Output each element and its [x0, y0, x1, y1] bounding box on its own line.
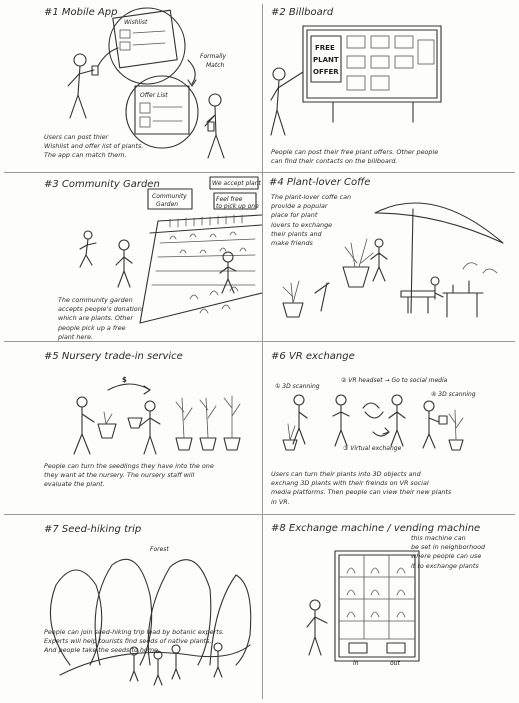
match-label-1: Formally	[200, 53, 226, 60]
sign-donation: We accept plant	[212, 180, 261, 187]
panel-title: #2 Billboard	[271, 7, 334, 18]
panel-caption: People can post their free plant offers. Other people can find their contacts on the billboard.	[271, 148, 439, 166]
panel-vr-exchange	[263, 342, 519, 514]
step4-label: ④ 3D scanning	[431, 391, 476, 398]
in-label: in	[353, 660, 359, 667]
panel-nursery-trade-in	[0, 342, 262, 514]
forest-label: Forest	[150, 546, 169, 553]
panel-caption: Users can post thier Wishlist and offer list of plants. The app can match them.	[44, 133, 144, 160]
sign-community-1: Community	[152, 193, 187, 200]
panel-billboard	[263, 0, 519, 172]
panel-caption: Users can turn their plants into 3D objects and exchang 3D plants with their freinds on VR social media platforms. Then people can view their new plants in VR.	[271, 470, 452, 506]
match-label-2: Match	[206, 62, 225, 69]
sign-community-2: Garden	[156, 201, 179, 208]
money-label: $	[122, 376, 127, 384]
panel-exchange-machine	[263, 515, 519, 703]
panel-caption: The plant-lover coffe can provide a popular place for plant lovers to exchange their plants and make friends	[271, 193, 352, 248]
coffee-shop-sketch	[263, 173, 519, 341]
panel-community-garden	[0, 173, 262, 341]
board-text-2: PLANT	[313, 56, 339, 64]
panel-caption: People can join seed-hiking trip lead by botanic experts. Experts will help tourists find seeds of native plants. And people take the seeds to home.	[44, 628, 225, 655]
board-text-1: FREE	[315, 44, 335, 52]
wishlist-label: Wishlist	[124, 19, 148, 26]
billboard-sketch	[263, 0, 519, 172]
panel-title: #5 Nursery trade-in service	[44, 351, 183, 362]
panel-title: #3 Community Garden	[44, 179, 160, 190]
panel-title: #8 Exchange machine / vending machine	[271, 523, 481, 534]
step1-label: ① 3D scanning	[275, 383, 320, 390]
step2-label: ② VR headset → Go to social media	[341, 377, 448, 384]
panel-title: #1 Mobile App	[44, 7, 118, 18]
panel-seed-hiking-trip	[0, 515, 262, 703]
offerlist-label: Offer List	[140, 92, 168, 99]
panel-title: #4 Plant-lover Coffe	[269, 177, 371, 188]
sign-pickup-1: Feel free	[216, 196, 243, 203]
panel-plant-lover-coffee	[263, 173, 519, 341]
panel-caption: this machine can be set in neighborhood where people can use it to exchange plants	[411, 534, 486, 570]
vending-machine-sketch	[263, 515, 519, 703]
step3-label: ③ Virtual exchange	[343, 445, 402, 452]
panel-caption: People can turn the seedlings they have into the one they want at the nursery. The nursery staff will evaluate the plant.	[44, 462, 214, 489]
panel-caption: The community garden accepts people's donation, which are plants. Other people pick up a free plant here.	[58, 296, 144, 341]
sign-pickup-2: to pick up one	[216, 203, 259, 210]
panel-mobile-app	[0, 0, 262, 172]
board-text-3: OFFER	[313, 68, 339, 76]
panel-title: #7 Seed-hiking trip	[44, 524, 142, 535]
out-label: out	[390, 660, 400, 667]
seed-hiking-sketch	[0, 515, 262, 703]
panel-title: #6 VR exchange	[271, 351, 355, 362]
